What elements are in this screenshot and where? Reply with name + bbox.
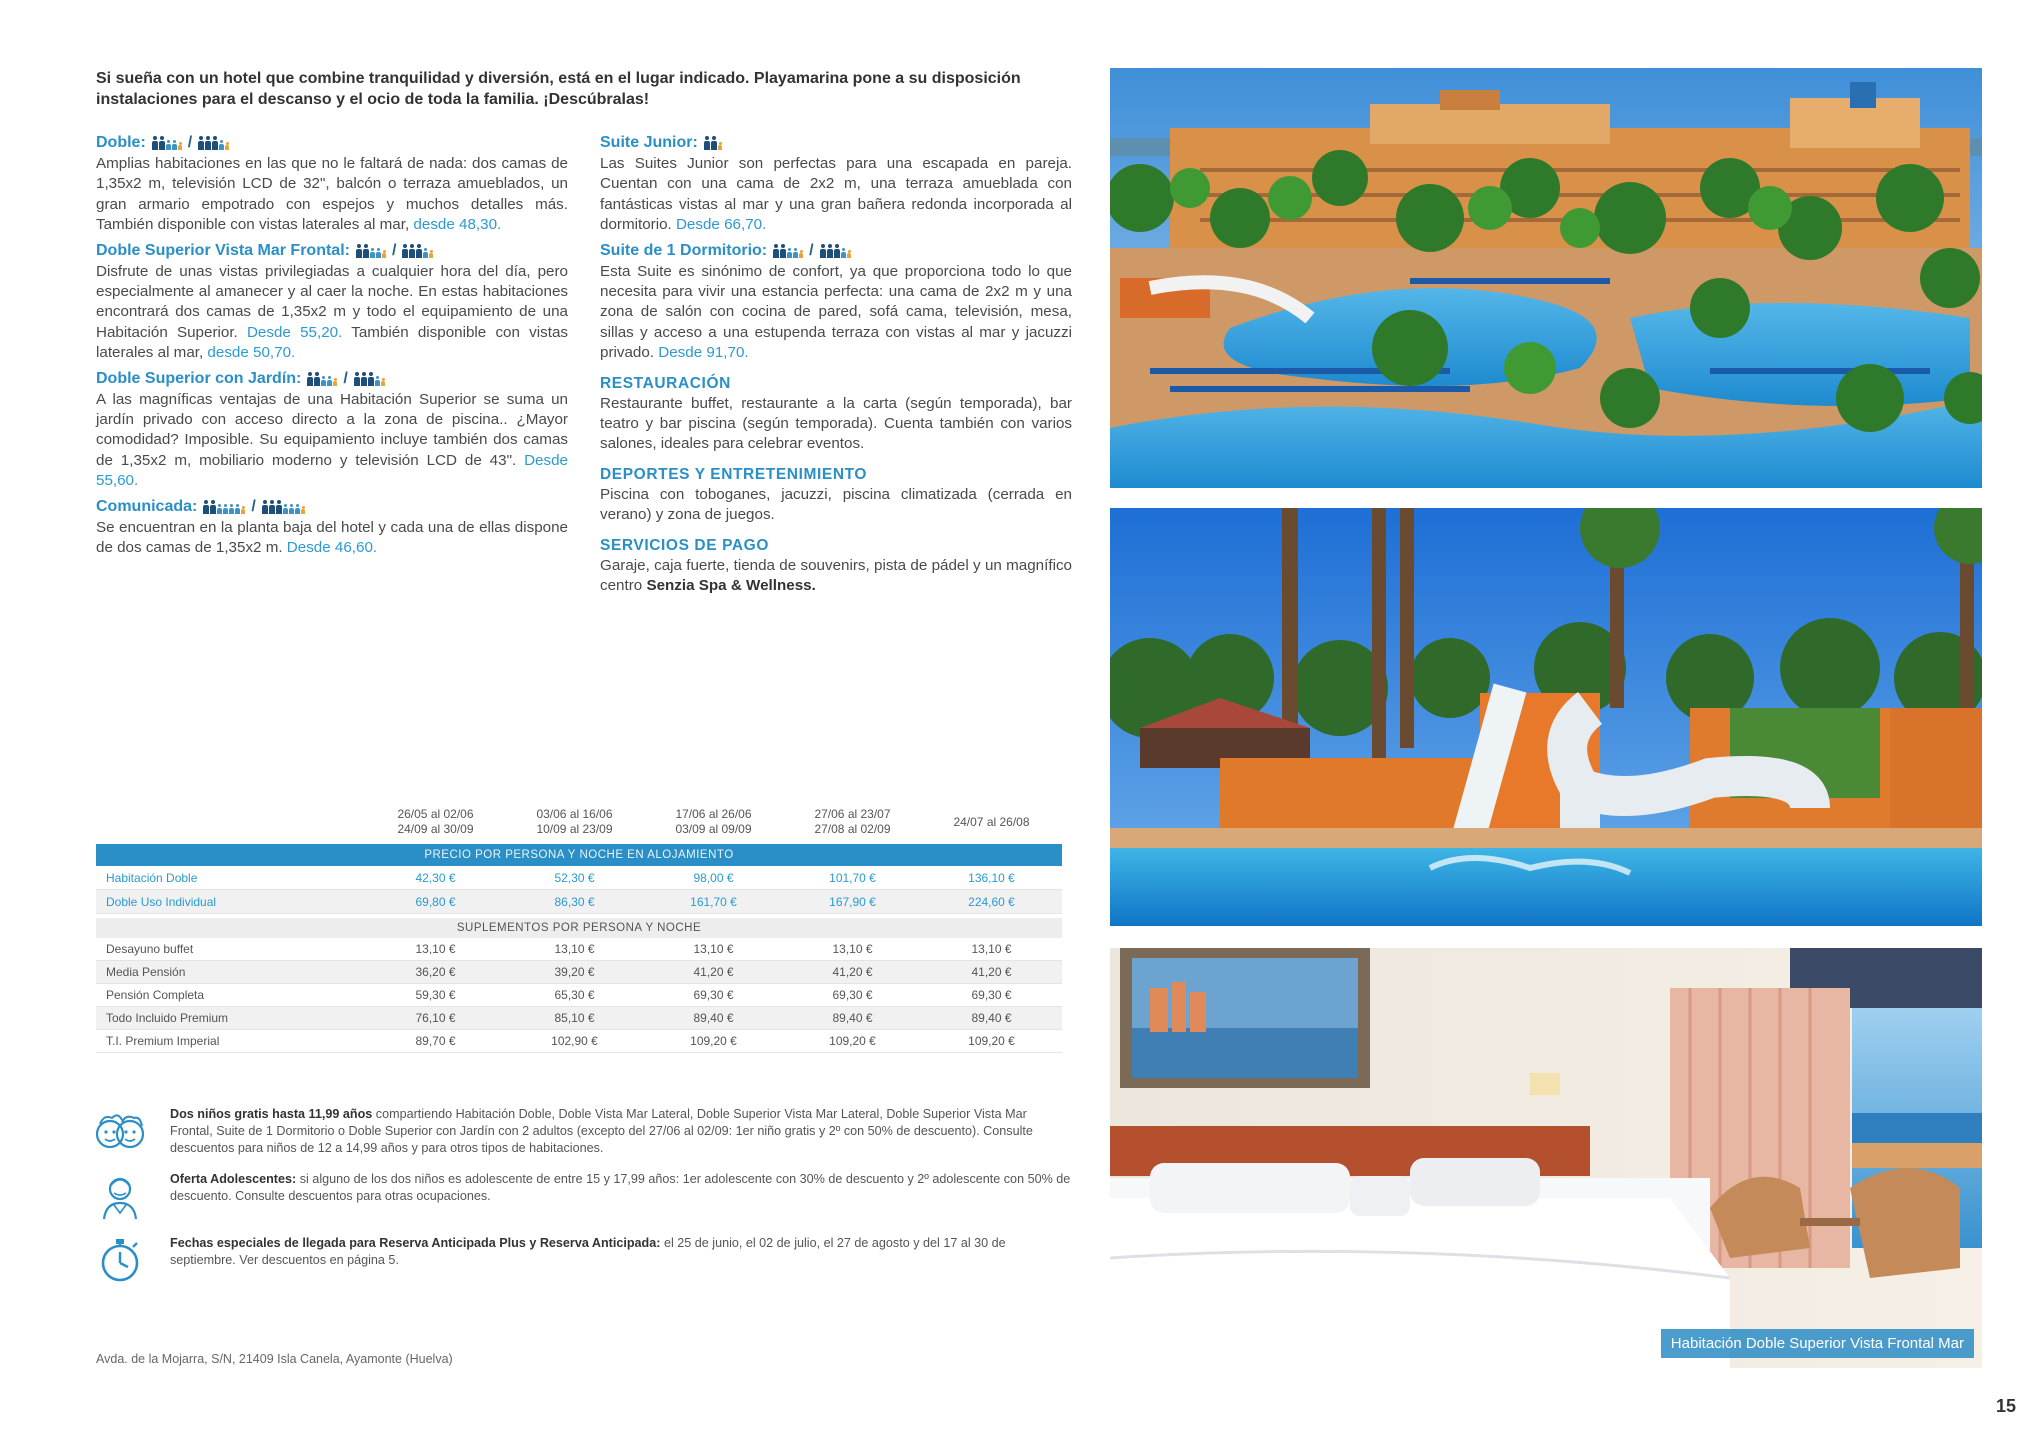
price-cell: 102,90 € — [551, 1034, 598, 1048]
row-label: Doble Uso Individual — [106, 894, 217, 909]
section-title: SERVICIOS DE PAGO — [600, 536, 769, 554]
row-label: Media Pensión — [106, 965, 186, 979]
table-header — [96, 800, 1062, 844]
room-price: desde 48,30. — [413, 216, 502, 234]
band-supplements: SUPLEMENTOS POR PERSONA Y NOCHE — [96, 918, 1062, 938]
teen-icon — [92, 1171, 148, 1221]
note-special-dates — [92, 1235, 1072, 1285]
table-row — [96, 866, 1062, 890]
note-text: Dos niños gratis hasta 11,99 años compartiendo Habitación Doble, Doble Vista Mar Lateral, Doble Superior Vista Mar Lateral, Doble Superior Vista Mar Frontal, Suite de 1 Dormitorio o Doble Superior con Jardín con 2 adultos (excepto del 27/06 al 02/09: 1er niño gratis y 2º con 50% de descuento). Consulte descuentos para niños de 12 a 14,99 años y para otros tipos de habitaciones. — [170, 1107, 1033, 1155]
room-price: Desde 66,70. — [675, 216, 767, 234]
period-header: 24/07 al 26/08 — [953, 814, 1030, 829]
price-cell: 39,20 € — [554, 965, 595, 979]
room-price: Desde 46,60. — [286, 539, 378, 557]
price-cell: 224,60 € — [968, 894, 1015, 909]
price-cell: 161,70 € — [690, 894, 737, 909]
price-cell: 101,70 € — [829, 870, 876, 885]
note-text: Oferta Adolescentes: si alguno de los dos niños es adolescente de entre 15 y 17,99 años: 1er adolescente con 30% de descuento y 2º adolescente con 50% de descuento. Consulte descuentos para otras ocupaciones. — [170, 1172, 1071, 1203]
table-row — [96, 938, 1062, 961]
period-header: 03/06 al 16/06 10/09 al 23/09 — [536, 807, 613, 836]
page-number: 15 — [1995, 1396, 2016, 1416]
price-cell: 69,30 € — [971, 988, 1012, 1002]
stopwatch-icon — [92, 1235, 148, 1285]
room-description: Las Suites Junior son perfectas para una escapada en pareja. Cuentan con una cama de 2x2 m, una terraza amueblada con fantásticas vistas al mar y una gran bañera redonda incorporada al dormitorio. Desde 66,70. — [600, 155, 1072, 234]
price-cell: 13,10 € — [971, 942, 1012, 956]
price-cell: 98,00 € — [693, 870, 734, 885]
price-cell: 109,20 € — [968, 1034, 1015, 1048]
section-servicios-pago — [600, 536, 1072, 597]
room-description: Se encuentran en la planta baja del hotel y cada una de ellas dispone de dos camas de 1,35x2 m. Desde 46,60. — [96, 518, 568, 557]
room-dsj-title: Doble Superior con Jardín: / — [96, 368, 568, 390]
room-title: Doble Superior Vista Mar Frontal: — [96, 241, 350, 259]
hotel-aerial-photo — [1110, 68, 1982, 488]
occupancy-icon — [203, 500, 245, 514]
period-header: 26/05 al 02/06 24/09 al 30/09 — [397, 807, 474, 836]
note-teens — [92, 1171, 1072, 1221]
occupancy-icon — [704, 136, 722, 150]
price-cell: 69,80 € — [415, 894, 456, 909]
price-cell: 69,30 € — [693, 988, 734, 1002]
room-doble — [96, 132, 568, 236]
price-cell: 59,30 € — [415, 988, 456, 1002]
price-cell: 89,40 € — [832, 1011, 873, 1025]
row-label: Todo Incluido Premium — [106, 1011, 229, 1025]
room-description: Esta Suite es sinónimo de confort, ya que proporciona todo lo que necesita para vivir una estancia perfecta: una cama de 2x2 m y una zona de salón con cocina de pared, sofá cama, televisión, mesa, sillas y acceso a una estupenda terraza con vistas al mar y jacuzzi privado. Desde 91,70. — [600, 262, 1072, 362]
price-cell: 86,30 € — [554, 894, 595, 909]
spa-name: Senzia Spa & Wellness. — [646, 577, 816, 595]
room-suite-junior — [600, 132, 1072, 236]
waterslide-photo — [1110, 508, 1982, 926]
price-table — [96, 800, 1062, 1053]
room-title: Suite Junior: — [600, 134, 698, 151]
rooms-right-column — [600, 132, 1072, 597]
note-text: Fechas especiales de llegada para Reserva Anticipada Plus y Reserva Anticipada: el 25 de junio, el 02 de julio, el 27 de agosto y del 17 al 30 de septiembre. Ver descuentos en página 5. — [170, 1236, 1006, 1267]
hotel-address: Avda. de la Mojarra, S/N, 21409 Isla Canela, Ayamonte (Huelva) — [96, 1352, 453, 1366]
section-text: Restaurante buffet, restaurante a la carta (según temporada), bar teatro y bar piscina (según temporada). Cuenta también con varios salones, ideales para celebrar eventos. — [600, 394, 1072, 453]
price-cell: 41,20 € — [832, 965, 873, 979]
price-cell: 109,20 € — [690, 1034, 737, 1048]
section-restauracion — [600, 374, 1072, 455]
kids-icon — [92, 1106, 148, 1156]
intro-text: Si sueña con un hotel que combine tranquilidad y diversión, está en el lugar indicado. Playamarina pone a su disposición instalaciones para el descanso y el ocio de toda la familia. ¡Descúbralas! — [96, 70, 1021, 108]
table-row — [96, 890, 1062, 914]
room-suite-junior-title — [600, 132, 1072, 154]
price-cell: 41,20 € — [693, 965, 734, 979]
room-description: A las magníficas ventajas de una Habitación Superior se suma un jardín privado con acceso directo a la zona de piscina.. ¿Mayor comodidad? Imposible. Su equipamiento incluye también dos camas de 1,35x2 m, mobiliario moderno y televisión LCD de 43". Desde 55,60. — [96, 390, 568, 490]
price-cell: 89,40 € — [971, 1011, 1012, 1025]
room-comunicada — [96, 496, 568, 559]
row-label: Habitación Doble — [106, 870, 198, 885]
room-comunicada-title: Comunicada: / — [96, 496, 568, 518]
section-title: DEPORTES Y ENTRETENIMIENTO — [600, 465, 868, 483]
period-header: 17/06 al 26/06 03/09 al 09/09 — [675, 807, 752, 836]
row-label: Pensión Completa — [106, 988, 205, 1002]
section-title: RESTAURACIÓN — [600, 374, 731, 392]
price-cell: 85,10 € — [554, 1011, 595, 1025]
room-price: desde 50,70. — [207, 344, 296, 362]
room-title: Doble Superior con Jardín: — [96, 369, 302, 387]
table-row — [96, 1007, 1062, 1030]
occupancy-icon — [820, 244, 851, 258]
price-cell: 89,40 € — [693, 1011, 734, 1025]
room-suite-1-dormitorio — [600, 240, 1072, 364]
row-label: Desayuno buffet — [106, 942, 194, 956]
price-cell: 136,10 € — [968, 870, 1015, 885]
table-row — [96, 1030, 1062, 1053]
price-cell: 76,10 € — [415, 1011, 456, 1025]
room-title: Comunicada: — [96, 497, 198, 515]
occupancy-icon — [262, 500, 305, 514]
occupancy-icon — [198, 136, 229, 150]
room-description: Disfrute de unas vistas privilegiadas a cualquier hora del día, pero especialmente al amanecer y al caer la noche. En estas habitaciones encontrará dos camas de 1,35x2 m y todo el equipamiento de una Habitación Superior. Desde 55,20. También disponible con vistas laterales al mar, desde 50,70. — [96, 262, 568, 362]
price-cell: 13,10 € — [693, 942, 734, 956]
section-text: Piscina con toboganes, jacuzzi, piscina climatizada (cerrada en verano) y zona de juegos. — [600, 485, 1072, 524]
price-cell: 65,30 € — [554, 988, 595, 1002]
section-text: Garaje, caja fuerte, tienda de souvenirs, pista de pádel y un magnífico centro Senzia Spa & Wellness. — [600, 556, 1072, 595]
price-cell: 52,30 € — [554, 870, 595, 885]
room-price: Desde 55,60. — [96, 451, 568, 490]
band-main: PRECIO POR PERSONA Y NOCHE EN ALOJAMIENTO — [96, 844, 1062, 866]
room-doble-superior-vista-mar — [96, 240, 568, 364]
table-row — [96, 984, 1062, 1007]
room-title: Doble: — [96, 134, 146, 151]
rooms-left-column — [96, 132, 568, 563]
period-header: 27/06 al 23/07 27/08 al 02/09 — [814, 807, 891, 836]
occupancy-icon — [152, 136, 182, 150]
price-cell: 167,90 € — [829, 894, 876, 909]
room-price: Desde 55,20. — [246, 323, 343, 341]
room-doble-title: Doble: / — [96, 132, 568, 154]
occupancy-icon — [773, 244, 803, 258]
occupancy-icon — [307, 372, 337, 386]
offer-notes — [92, 1106, 1072, 1299]
room-title: Suite de 1 Dormitorio: — [600, 241, 768, 259]
price-cell: 13,10 € — [415, 942, 456, 956]
room-dsvm-title: Doble Superior Vista Mar Frontal: / — [96, 240, 568, 262]
room-description: Amplias habitaciones en las que no le faltará de nada: dos camas de 1,35x2 m, televisión LCD de 32", balcón o terraza amueblados, un gran armario empotrado con espejos y muchos detalles más. También disponible con vistas laterales al mar, desde 48,30. — [96, 155, 568, 234]
price-cell: 69,30 € — [832, 988, 873, 1002]
row-label: T.I. Premium Imperial — [106, 1034, 220, 1048]
note-kids — [92, 1106, 1072, 1157]
price-cell: 36,20 € — [415, 965, 456, 979]
bedroom-photo — [1110, 948, 1982, 1368]
room-doble-superior-jardin — [96, 368, 568, 492]
occupancy-icon — [354, 372, 385, 386]
price-cell: 109,20 € — [829, 1034, 876, 1048]
occupancy-icon — [356, 244, 386, 258]
occupancy-icon — [402, 244, 433, 258]
price-cell: 42,30 € — [415, 870, 456, 885]
price-cell: 13,10 € — [554, 942, 595, 956]
price-cell: 41,20 € — [971, 965, 1012, 979]
room-price: Desde 91,70. — [658, 344, 749, 362]
table-row — [96, 961, 1062, 984]
section-deportes — [600, 465, 1072, 526]
price-cell: 13,10 € — [832, 942, 873, 956]
room-suite-1-title: Suite de 1 Dormitorio: / — [600, 240, 1072, 262]
photo-caption: Habitación Doble Superior Vista Frontal Mar — [1661, 1329, 1974, 1358]
price-cell: 89,70 € — [415, 1034, 456, 1048]
